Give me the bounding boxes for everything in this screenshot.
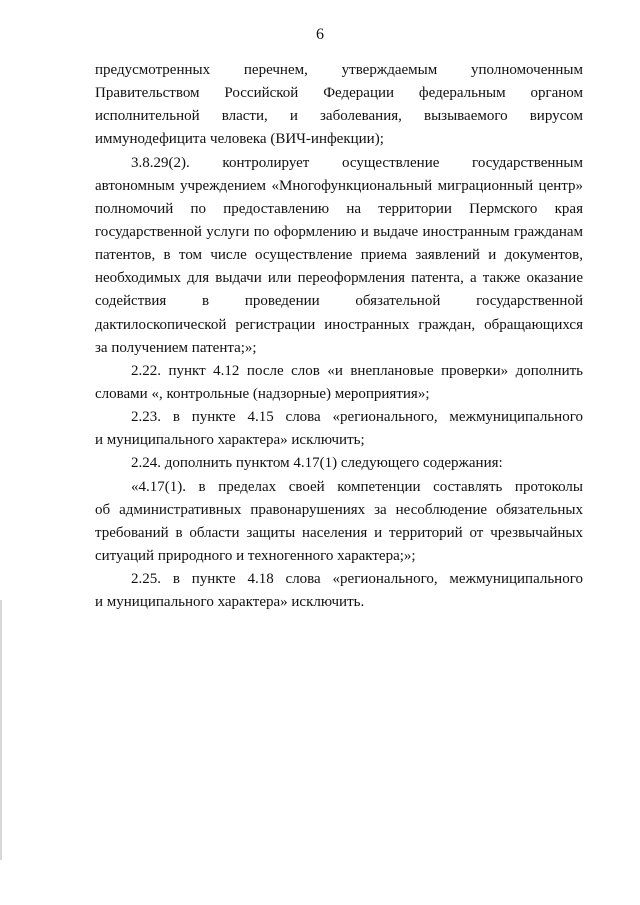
page-number: 6 xyxy=(316,26,324,43)
body-line: необходимых для выдачи или переоформления патента, а также оказание xyxy=(95,270,583,287)
body-line: словами «, контрольные (надзорные) мероприятия»; xyxy=(95,385,430,402)
scan-edge-shadow xyxy=(0,600,2,860)
paragraph-2-24: 2.24. дополнить пунктом 4.17(1) следующего содержания: xyxy=(131,455,503,472)
body-line: патентов, в том числе осуществление приема заявлений и документов, xyxy=(95,247,583,264)
body-line: требований в области защиты населения и территорий от чрезвычайных xyxy=(95,524,583,541)
body-line: исполнительной власти, и заболевания, вызываемого вирусом xyxy=(95,108,583,125)
body-line: дактилоскопической регистрации иностранных граждан, обращающихся xyxy=(95,316,583,333)
body-line: автономным учреждением «Многофункциональный миграционный центр» xyxy=(95,177,583,194)
body-line: содействия в проведении обязательной государственной xyxy=(95,293,583,310)
body-line: предусмотренных перечнем, утверждаемым уполномоченным xyxy=(95,62,583,78)
body-line: иммунодефицита человека (ВИЧ-инфекции); xyxy=(95,131,384,148)
body-line: полномочий по предоставлению на территории Пермского края xyxy=(95,200,583,217)
body-line: Правительством Российской Федерации федеральным органом xyxy=(95,85,583,102)
body-line: за получением патента;»; xyxy=(95,339,257,356)
document-body xyxy=(95,59,583,614)
paragraph-2-22-start: 2.22. пункт 4.12 после слов «и внеплановые проверки» дополнить xyxy=(131,362,583,379)
body-line: и муниципального характера» исключить. xyxy=(95,594,365,611)
paragraph-2-23-start: 2.23. в пункте 4.15 слова «регионального, межмуниципального xyxy=(131,409,583,426)
paragraph-2-25-start: 2.25. в пункте 4.18 слова «регионального, межмуниципального xyxy=(131,571,583,588)
paragraph-4-17-1-start: «4.17(1). в пределах своей компетенции составлять протоколы xyxy=(131,478,583,495)
body-line: и муниципального характера» исключить; xyxy=(95,432,365,449)
paragraph-3-8-29-2-start: 3.8.29(2). контролирует осуществление государственным xyxy=(131,154,583,171)
body-line: государственной услуги по оформлению и выдаче иностранным гражданам xyxy=(95,223,583,240)
body-line: ситуаций природного и техногенного характера;»; xyxy=(95,547,416,564)
body-line: об административных правонарушениях за несоблюдение обязательных xyxy=(95,501,583,518)
